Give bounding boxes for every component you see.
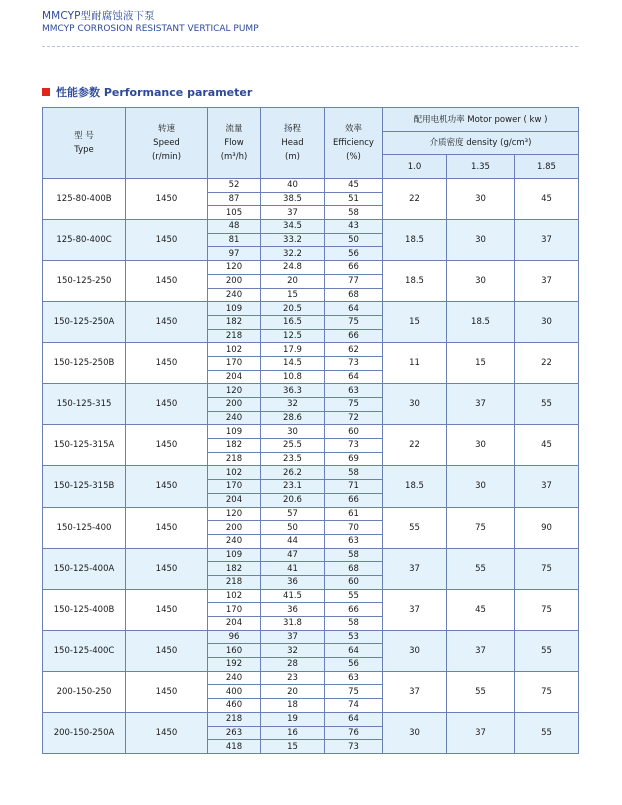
table-row <box>43 507 579 521</box>
head-cell: 20 <box>261 274 325 288</box>
flow-cell: 182 <box>208 315 261 329</box>
power-cell-2: 30 <box>447 220 515 261</box>
flow-cell: 200 <box>208 274 261 288</box>
flow-cell: 218 <box>208 452 261 466</box>
flow-cell: 170 <box>208 603 261 617</box>
efficiency-cell: 77 <box>325 274 383 288</box>
efficiency-cell: 43 <box>325 220 383 234</box>
head-cell: 19 <box>261 712 325 726</box>
model-type-cell: 150-125-400 <box>43 507 126 548</box>
efficiency-cell: 73 <box>325 740 383 754</box>
table-row <box>43 384 579 398</box>
head-cell: 57 <box>261 507 325 521</box>
efficiency-cell: 75 <box>325 315 383 329</box>
head-cell: 24.8 <box>261 261 325 275</box>
flow-cell: 87 <box>208 192 261 206</box>
flow-cell: 200 <box>208 521 261 535</box>
efficiency-cell: 74 <box>325 699 383 713</box>
head-cell: 37 <box>261 630 325 644</box>
efficiency-cell: 68 <box>325 288 383 302</box>
head-cell: 36.3 <box>261 384 325 398</box>
table-row <box>43 548 579 562</box>
head-cell: 20 <box>261 685 325 699</box>
header-density-1: 1.0 <box>383 155 447 179</box>
flow-cell: 400 <box>208 685 261 699</box>
flow-cell: 218 <box>208 575 261 589</box>
power-cell-1: 11 <box>383 343 447 384</box>
flow-cell: 240 <box>208 288 261 302</box>
efficiency-cell: 64 <box>325 302 383 316</box>
flow-cell: 97 <box>208 247 261 261</box>
power-cell-2: 37 <box>447 384 515 425</box>
power-cell-2: 55 <box>447 548 515 589</box>
flow-cell: 109 <box>208 425 261 439</box>
efficiency-cell: 60 <box>325 575 383 589</box>
head-cell: 20.5 <box>261 302 325 316</box>
header-efficiency: 效率 Efficiency (%) <box>325 108 383 179</box>
speed-cell: 1450 <box>126 630 208 671</box>
head-cell: 30 <box>261 425 325 439</box>
power-cell-2: 55 <box>447 671 515 712</box>
speed-cell: 1450 <box>126 589 208 630</box>
head-cell: 50 <box>261 521 325 535</box>
speed-cell: 1450 <box>126 343 208 384</box>
head-cell: 40 <box>261 179 325 193</box>
header-density-3: 1.85 <box>515 155 579 179</box>
head-cell: 28.6 <box>261 411 325 425</box>
efficiency-cell: 56 <box>325 658 383 672</box>
head-cell: 32 <box>261 644 325 658</box>
head-cell: 36 <box>261 603 325 617</box>
power-cell-1: 37 <box>383 548 447 589</box>
power-cell-2: 18.5 <box>447 302 515 343</box>
model-type-cell: 200-150-250 <box>43 671 126 712</box>
efficiency-cell: 75 <box>325 398 383 412</box>
table-row <box>43 179 579 193</box>
efficiency-cell: 64 <box>325 370 383 384</box>
efficiency-cell: 66 <box>325 261 383 275</box>
speed-cell: 1450 <box>126 179 208 220</box>
flow-cell: 109 <box>208 302 261 316</box>
power-cell-3: 37 <box>515 466 579 507</box>
efficiency-cell: 50 <box>325 233 383 247</box>
efficiency-cell: 58 <box>325 206 383 220</box>
efficiency-cell: 73 <box>325 439 383 453</box>
power-cell-3: 45 <box>515 425 579 466</box>
efficiency-cell: 56 <box>325 247 383 261</box>
head-cell: 41.5 <box>261 589 325 603</box>
flow-cell: 200 <box>208 398 261 412</box>
flow-cell: 102 <box>208 343 261 357</box>
table-row <box>43 425 579 439</box>
power-cell-3: 30 <box>515 302 579 343</box>
section-title: 性能参数 Performance parameter <box>56 86 253 99</box>
flow-cell: 204 <box>208 370 261 384</box>
head-cell: 32.2 <box>261 247 325 261</box>
power-cell-2: 30 <box>447 425 515 466</box>
power-cell-1: 18.5 <box>383 220 447 261</box>
head-cell: 18 <box>261 699 325 713</box>
table-row <box>43 630 579 644</box>
efficiency-cell: 45 <box>325 179 383 193</box>
flow-cell: 240 <box>208 534 261 548</box>
head-cell: 26.2 <box>261 466 325 480</box>
header-divider <box>42 46 578 47</box>
efficiency-cell: 66 <box>325 603 383 617</box>
page-header <box>42 10 259 35</box>
speed-cell: 1450 <box>126 302 208 343</box>
speed-cell: 1450 <box>126 261 208 302</box>
model-type-cell: 200-150-250A <box>43 712 126 753</box>
efficiency-cell: 61 <box>325 507 383 521</box>
power-cell-1: 18.5 <box>383 261 447 302</box>
flow-cell: 192 <box>208 658 261 672</box>
power-cell-2: 37 <box>447 630 515 671</box>
power-cell-3: 75 <box>515 671 579 712</box>
power-cell-3: 90 <box>515 507 579 548</box>
model-type-cell: 150-125-400B <box>43 589 126 630</box>
header-speed: 转速 Speed (r/min) <box>126 108 208 179</box>
head-cell: 33.2 <box>261 233 325 247</box>
efficiency-cell: 72 <box>325 411 383 425</box>
power-cell-1: 37 <box>383 589 447 630</box>
flow-cell: 460 <box>208 699 261 713</box>
model-type-cell: 150-125-250 <box>43 261 126 302</box>
efficiency-cell: 62 <box>325 343 383 357</box>
table-body <box>43 179 579 754</box>
table-row <box>43 343 579 357</box>
head-cell: 47 <box>261 548 325 562</box>
power-cell-2: 30 <box>447 261 515 302</box>
head-cell: 44 <box>261 534 325 548</box>
power-cell-2: 15 <box>447 343 515 384</box>
flow-cell: 182 <box>208 439 261 453</box>
flow-cell: 105 <box>208 206 261 220</box>
table-row <box>43 220 579 234</box>
efficiency-cell: 58 <box>325 548 383 562</box>
flow-cell: 52 <box>208 179 261 193</box>
head-cell: 38.5 <box>261 192 325 206</box>
efficiency-cell: 76 <box>325 726 383 740</box>
efficiency-cell: 75 <box>325 685 383 699</box>
power-cell-3: 55 <box>515 384 579 425</box>
speed-cell: 1450 <box>126 712 208 753</box>
header-head: 扬程 Head (m) <box>261 108 325 179</box>
power-cell-3: 45 <box>515 179 579 220</box>
flow-cell: 109 <box>208 548 261 562</box>
head-cell: 23.5 <box>261 452 325 466</box>
flow-cell: 120 <box>208 507 261 521</box>
power-cell-2: 75 <box>447 507 515 548</box>
flow-cell: 240 <box>208 671 261 685</box>
power-cell-3: 22 <box>515 343 579 384</box>
power-cell-3: 55 <box>515 712 579 753</box>
table-row <box>43 671 579 685</box>
efficiency-cell: 55 <box>325 589 383 603</box>
table-row <box>43 589 579 603</box>
power-cell-1: 30 <box>383 384 447 425</box>
head-cell: 16.5 <box>261 315 325 329</box>
power-cell-1: 37 <box>383 671 447 712</box>
header-density-2: 1.35 <box>447 155 515 179</box>
head-cell: 28 <box>261 658 325 672</box>
flow-cell: 170 <box>208 356 261 370</box>
flow-cell: 263 <box>208 726 261 740</box>
header-flow: 流量 Flow (m³/h) <box>208 108 261 179</box>
head-cell: 12.5 <box>261 329 325 343</box>
head-cell: 32 <box>261 398 325 412</box>
flow-cell: 120 <box>208 261 261 275</box>
efficiency-cell: 71 <box>325 480 383 494</box>
power-cell-2: 37 <box>447 712 515 753</box>
section-heading <box>42 86 252 100</box>
head-cell: 20.6 <box>261 493 325 507</box>
flow-cell: 182 <box>208 562 261 576</box>
power-cell-3: 75 <box>515 548 579 589</box>
flow-cell: 102 <box>208 466 261 480</box>
efficiency-cell: 66 <box>325 329 383 343</box>
efficiency-cell: 53 <box>325 630 383 644</box>
efficiency-cell: 64 <box>325 644 383 658</box>
power-cell-1: 15 <box>383 302 447 343</box>
efficiency-cell: 63 <box>325 534 383 548</box>
head-cell: 15 <box>261 288 325 302</box>
table-row <box>43 466 579 480</box>
title-en: MMCYP CORROSION RESISTANT VERTICAL PUMP <box>42 24 259 34</box>
efficiency-cell: 66 <box>325 493 383 507</box>
model-type-cell: 150-125-250A <box>43 302 126 343</box>
speed-cell: 1450 <box>126 466 208 507</box>
power-cell-1: 30 <box>383 630 447 671</box>
table-row <box>43 302 579 316</box>
efficiency-cell: 64 <box>325 712 383 726</box>
model-type-cell: 150-125-315 <box>43 384 126 425</box>
efficiency-cell: 70 <box>325 521 383 535</box>
efficiency-cell: 60 <box>325 425 383 439</box>
head-cell: 15 <box>261 740 325 754</box>
power-cell-3: 55 <box>515 630 579 671</box>
model-type-cell: 150-125-250B <box>43 343 126 384</box>
table-row <box>43 712 579 726</box>
head-cell: 23 <box>261 671 325 685</box>
table-row <box>43 261 579 275</box>
power-cell-1: 22 <box>383 179 447 220</box>
speed-cell: 1450 <box>126 425 208 466</box>
model-type-cell: 150-125-315A <box>43 425 126 466</box>
power-cell-3: 75 <box>515 589 579 630</box>
model-type-cell: 150-125-315B <box>43 466 126 507</box>
efficiency-cell: 63 <box>325 384 383 398</box>
efficiency-cell: 69 <box>325 452 383 466</box>
flow-cell: 204 <box>208 493 261 507</box>
header-density: 介质密度 density (g/cm³) <box>383 132 579 155</box>
performance-table <box>42 107 579 754</box>
head-cell: 31.8 <box>261 617 325 631</box>
head-cell: 16 <box>261 726 325 740</box>
power-cell-3: 37 <box>515 261 579 302</box>
flow-cell: 170 <box>208 480 261 494</box>
flow-cell: 240 <box>208 411 261 425</box>
power-cell-1: 55 <box>383 507 447 548</box>
efficiency-cell: 73 <box>325 356 383 370</box>
speed-cell: 1450 <box>126 548 208 589</box>
model-type-cell: 125-80-400C <box>43 220 126 261</box>
flow-cell: 120 <box>208 384 261 398</box>
head-cell: 14.5 <box>261 356 325 370</box>
flow-cell: 218 <box>208 712 261 726</box>
efficiency-cell: 58 <box>325 466 383 480</box>
head-cell: 37 <box>261 206 325 220</box>
power-cell-3: 37 <box>515 220 579 261</box>
flow-cell: 48 <box>208 220 261 234</box>
speed-cell: 1450 <box>126 507 208 548</box>
header-motor-power: 配用电机功率 Motor power ( kw ) <box>383 108 579 132</box>
power-cell-2: 30 <box>447 466 515 507</box>
efficiency-cell: 68 <box>325 562 383 576</box>
flow-cell: 204 <box>208 617 261 631</box>
flow-cell: 418 <box>208 740 261 754</box>
power-cell-1: 30 <box>383 712 447 753</box>
head-cell: 17.9 <box>261 343 325 357</box>
efficiency-cell: 63 <box>325 671 383 685</box>
head-cell: 36 <box>261 575 325 589</box>
flow-cell: 96 <box>208 630 261 644</box>
flow-cell: 102 <box>208 589 261 603</box>
speed-cell: 1450 <box>126 671 208 712</box>
efficiency-cell: 58 <box>325 617 383 631</box>
model-type-cell: 150-125-400A <box>43 548 126 589</box>
head-cell: 41 <box>261 562 325 576</box>
speed-cell: 1450 <box>126 220 208 261</box>
power-cell-2: 45 <box>447 589 515 630</box>
flow-cell: 81 <box>208 233 261 247</box>
efficiency-cell: 51 <box>325 192 383 206</box>
model-type-cell: 125-80-400B <box>43 179 126 220</box>
flow-cell: 218 <box>208 329 261 343</box>
head-cell: 25.5 <box>261 439 325 453</box>
model-type-cell: 150-125-400C <box>43 630 126 671</box>
head-cell: 23.1 <box>261 480 325 494</box>
power-cell-1: 22 <box>383 425 447 466</box>
power-cell-2: 30 <box>447 179 515 220</box>
bullet-square-icon <box>42 88 50 96</box>
flow-cell: 160 <box>208 644 261 658</box>
head-cell: 10.8 <box>261 370 325 384</box>
power-cell-1: 18.5 <box>383 466 447 507</box>
title-cn: MMCYP型耐腐蚀液下泵 <box>42 10 155 22</box>
head-cell: 34.5 <box>261 220 325 234</box>
header-type: 型 号 Type <box>43 108 126 179</box>
speed-cell: 1450 <box>126 384 208 425</box>
